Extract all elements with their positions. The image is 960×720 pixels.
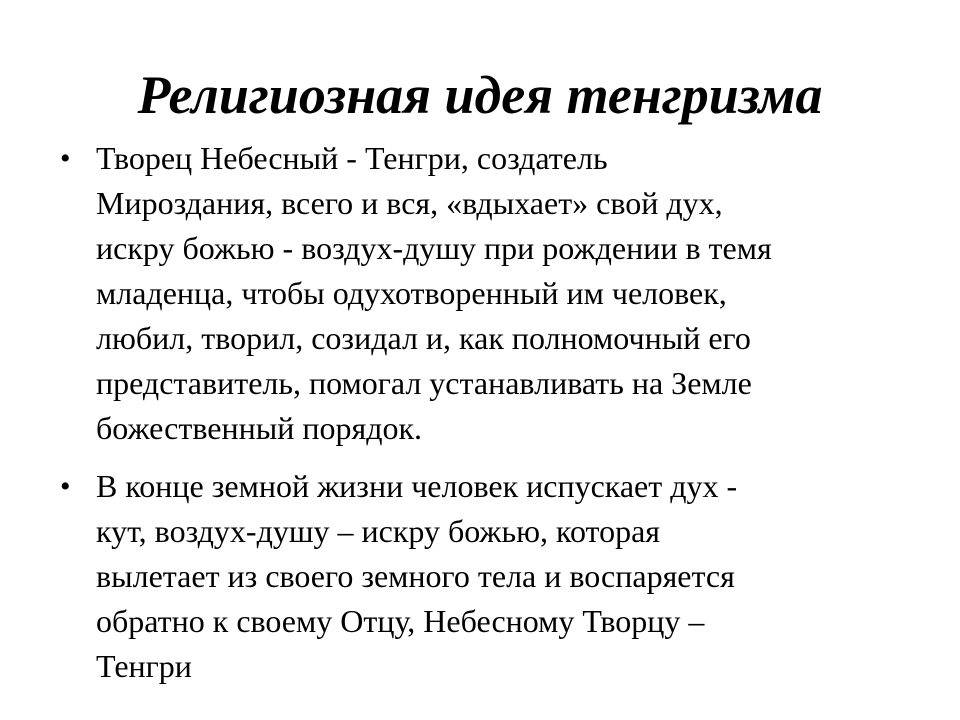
bullet-2-line-4: обратно к своему Отцу, Небесному Творцу – — [96, 603, 705, 639]
bullet-2-line-3: вылетает из своего земного тела и воспаряется — [96, 558, 735, 594]
bullet-1-line-1: Творец Небесный - Тенгри, создатель — [96, 140, 608, 176]
bullet-2-line-5: Тенгри — [96, 648, 192, 684]
bullet-1-line-6: представитель, помогал устанавливать на Земле — [96, 365, 752, 401]
bullet-1-line-5: любил, творил, созидал и, как полномочный его — [96, 320, 751, 356]
bullet-dot-icon: • — [60, 470, 71, 503]
bullet-1-line-2: Мироздания, всего и вся, «вдыхает» свой дух, — [96, 185, 723, 221]
bullet-item-2 — [60, 464, 910, 689]
bullet-list — [60, 136, 910, 702]
bullet-1-line-4: младенца, чтобы одухотворенный им человек, — [96, 275, 727, 311]
bullet-item-1 — [60, 136, 910, 451]
bullet-2-line-1: В конце земной жизни человек испускает дух - — [96, 468, 738, 504]
bullet-1-line-3: искру божью - воздух-душу при рождении в темя — [96, 230, 772, 266]
slide-title: Религиозная идея тенгризма — [137, 65, 823, 125]
bullet-1-line-7: божественный порядок. — [96, 410, 423, 446]
bullet-2-line-2: кут, воздух-душу – искру божью, которая — [96, 513, 661, 549]
bullet-dot-icon: • — [60, 142, 71, 175]
